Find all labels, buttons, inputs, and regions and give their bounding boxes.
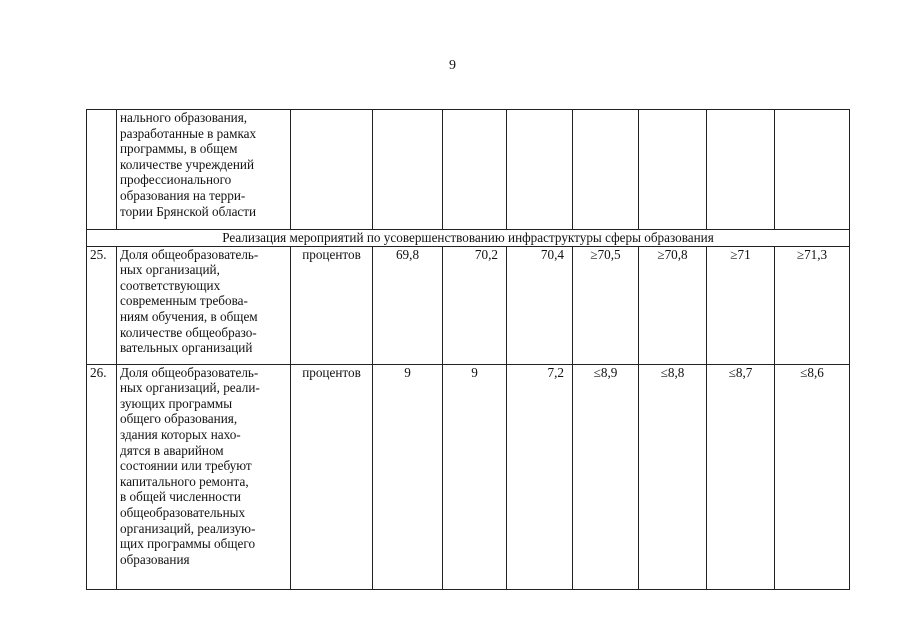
indicators-table	[86, 109, 850, 590]
indicator-name-cell	[117, 364, 291, 589]
value-cell: 69,8	[373, 246, 443, 364]
indicator-name-line: общеобразовательных	[120, 504, 246, 520]
value-cell	[775, 110, 850, 230]
indicator-name-cell	[117, 110, 291, 230]
indicator-name-line: количестве общеобразо-	[120, 324, 257, 340]
indicator-name-line: образования на терри-	[120, 187, 246, 203]
value-cell	[707, 110, 775, 230]
value-cell: 9	[373, 364, 443, 589]
indicator-name-line: состоянии или требуют	[120, 458, 252, 474]
value-cell: ≤8,9	[573, 364, 639, 589]
section-row	[87, 230, 850, 247]
row-number-cell	[87, 110, 117, 230]
indicator-name-line: тории Брянской области	[120, 203, 257, 219]
indicator-name-line: современным требова-	[120, 293, 248, 309]
value-cell: ≤8,6	[775, 364, 850, 589]
indicator-name-line: дятся в аварийном	[120, 442, 224, 458]
value-cell: 9	[443, 364, 507, 589]
value-cell: ≥70,8	[639, 246, 707, 364]
indicator-name-line: Доля общеобразователь-	[120, 364, 259, 380]
indicator-name-cell	[117, 246, 291, 364]
value-cell	[373, 110, 443, 230]
indicator-name-line: ниям обучения, в общем	[120, 308, 258, 324]
indicator-name-line: щих программы общего	[120, 536, 256, 552]
indicator-name-line: профессионального	[120, 172, 232, 188]
indicator-name-line: программы, в общем	[120, 141, 238, 157]
value-cell: 7,2	[507, 364, 573, 589]
indicator-name-line: капитального ремонта,	[120, 473, 249, 489]
indicator-name-line: здания которых нахо-	[120, 426, 241, 442]
indicator-name-line: вательных организаций	[120, 340, 253, 356]
indicator-name-line: организаций, реализую-	[120, 520, 256, 536]
value-cell	[443, 110, 507, 230]
row-number: 25.	[87, 246, 117, 364]
indicator-name-line: зующих программы	[120, 395, 233, 411]
indicator-name-line: разработанные в рамках	[120, 125, 257, 141]
value-cell: 70,2	[443, 246, 507, 364]
indicator-name-line: образования	[120, 551, 190, 567]
indicator-name-line: ных организаций,	[120, 262, 220, 278]
value-cell: ≤8,7	[707, 364, 775, 589]
unit-cell	[291, 110, 373, 230]
value-cell: ≥70,5	[573, 246, 639, 364]
indicator-name-line: в общей численности	[120, 489, 241, 505]
table-row	[87, 110, 850, 230]
table-row	[87, 364, 850, 589]
indicator-name-line: количестве учреждений	[120, 156, 255, 172]
value-cell	[507, 110, 573, 230]
value-cell: ≤8,8	[639, 364, 707, 589]
value-cell: 70,4	[507, 246, 573, 364]
value-cell	[573, 110, 639, 230]
indicator-name-line: ных организаций, реали-	[120, 380, 260, 396]
value-cell	[639, 110, 707, 230]
page-number: 9	[449, 58, 456, 73]
value-cell: ≥71	[707, 246, 775, 364]
unit-cell: процентов	[291, 246, 373, 364]
value-cell: ≥71,3	[775, 246, 850, 364]
indicator-name-line: нального образования,	[120, 110, 248, 125]
section-heading: Реализация мероприятий по усовершенствованию инфраструктуры сферы образования	[87, 230, 850, 247]
indicator-name-line: общего образования,	[120, 411, 238, 427]
table-row	[87, 246, 850, 364]
unit-cell: процентов	[291, 364, 373, 589]
indicator-name-line: соответствующих	[120, 277, 221, 293]
row-number: 26.	[87, 364, 117, 589]
indicator-name-line: Доля общеобразователь-	[120, 246, 259, 262]
